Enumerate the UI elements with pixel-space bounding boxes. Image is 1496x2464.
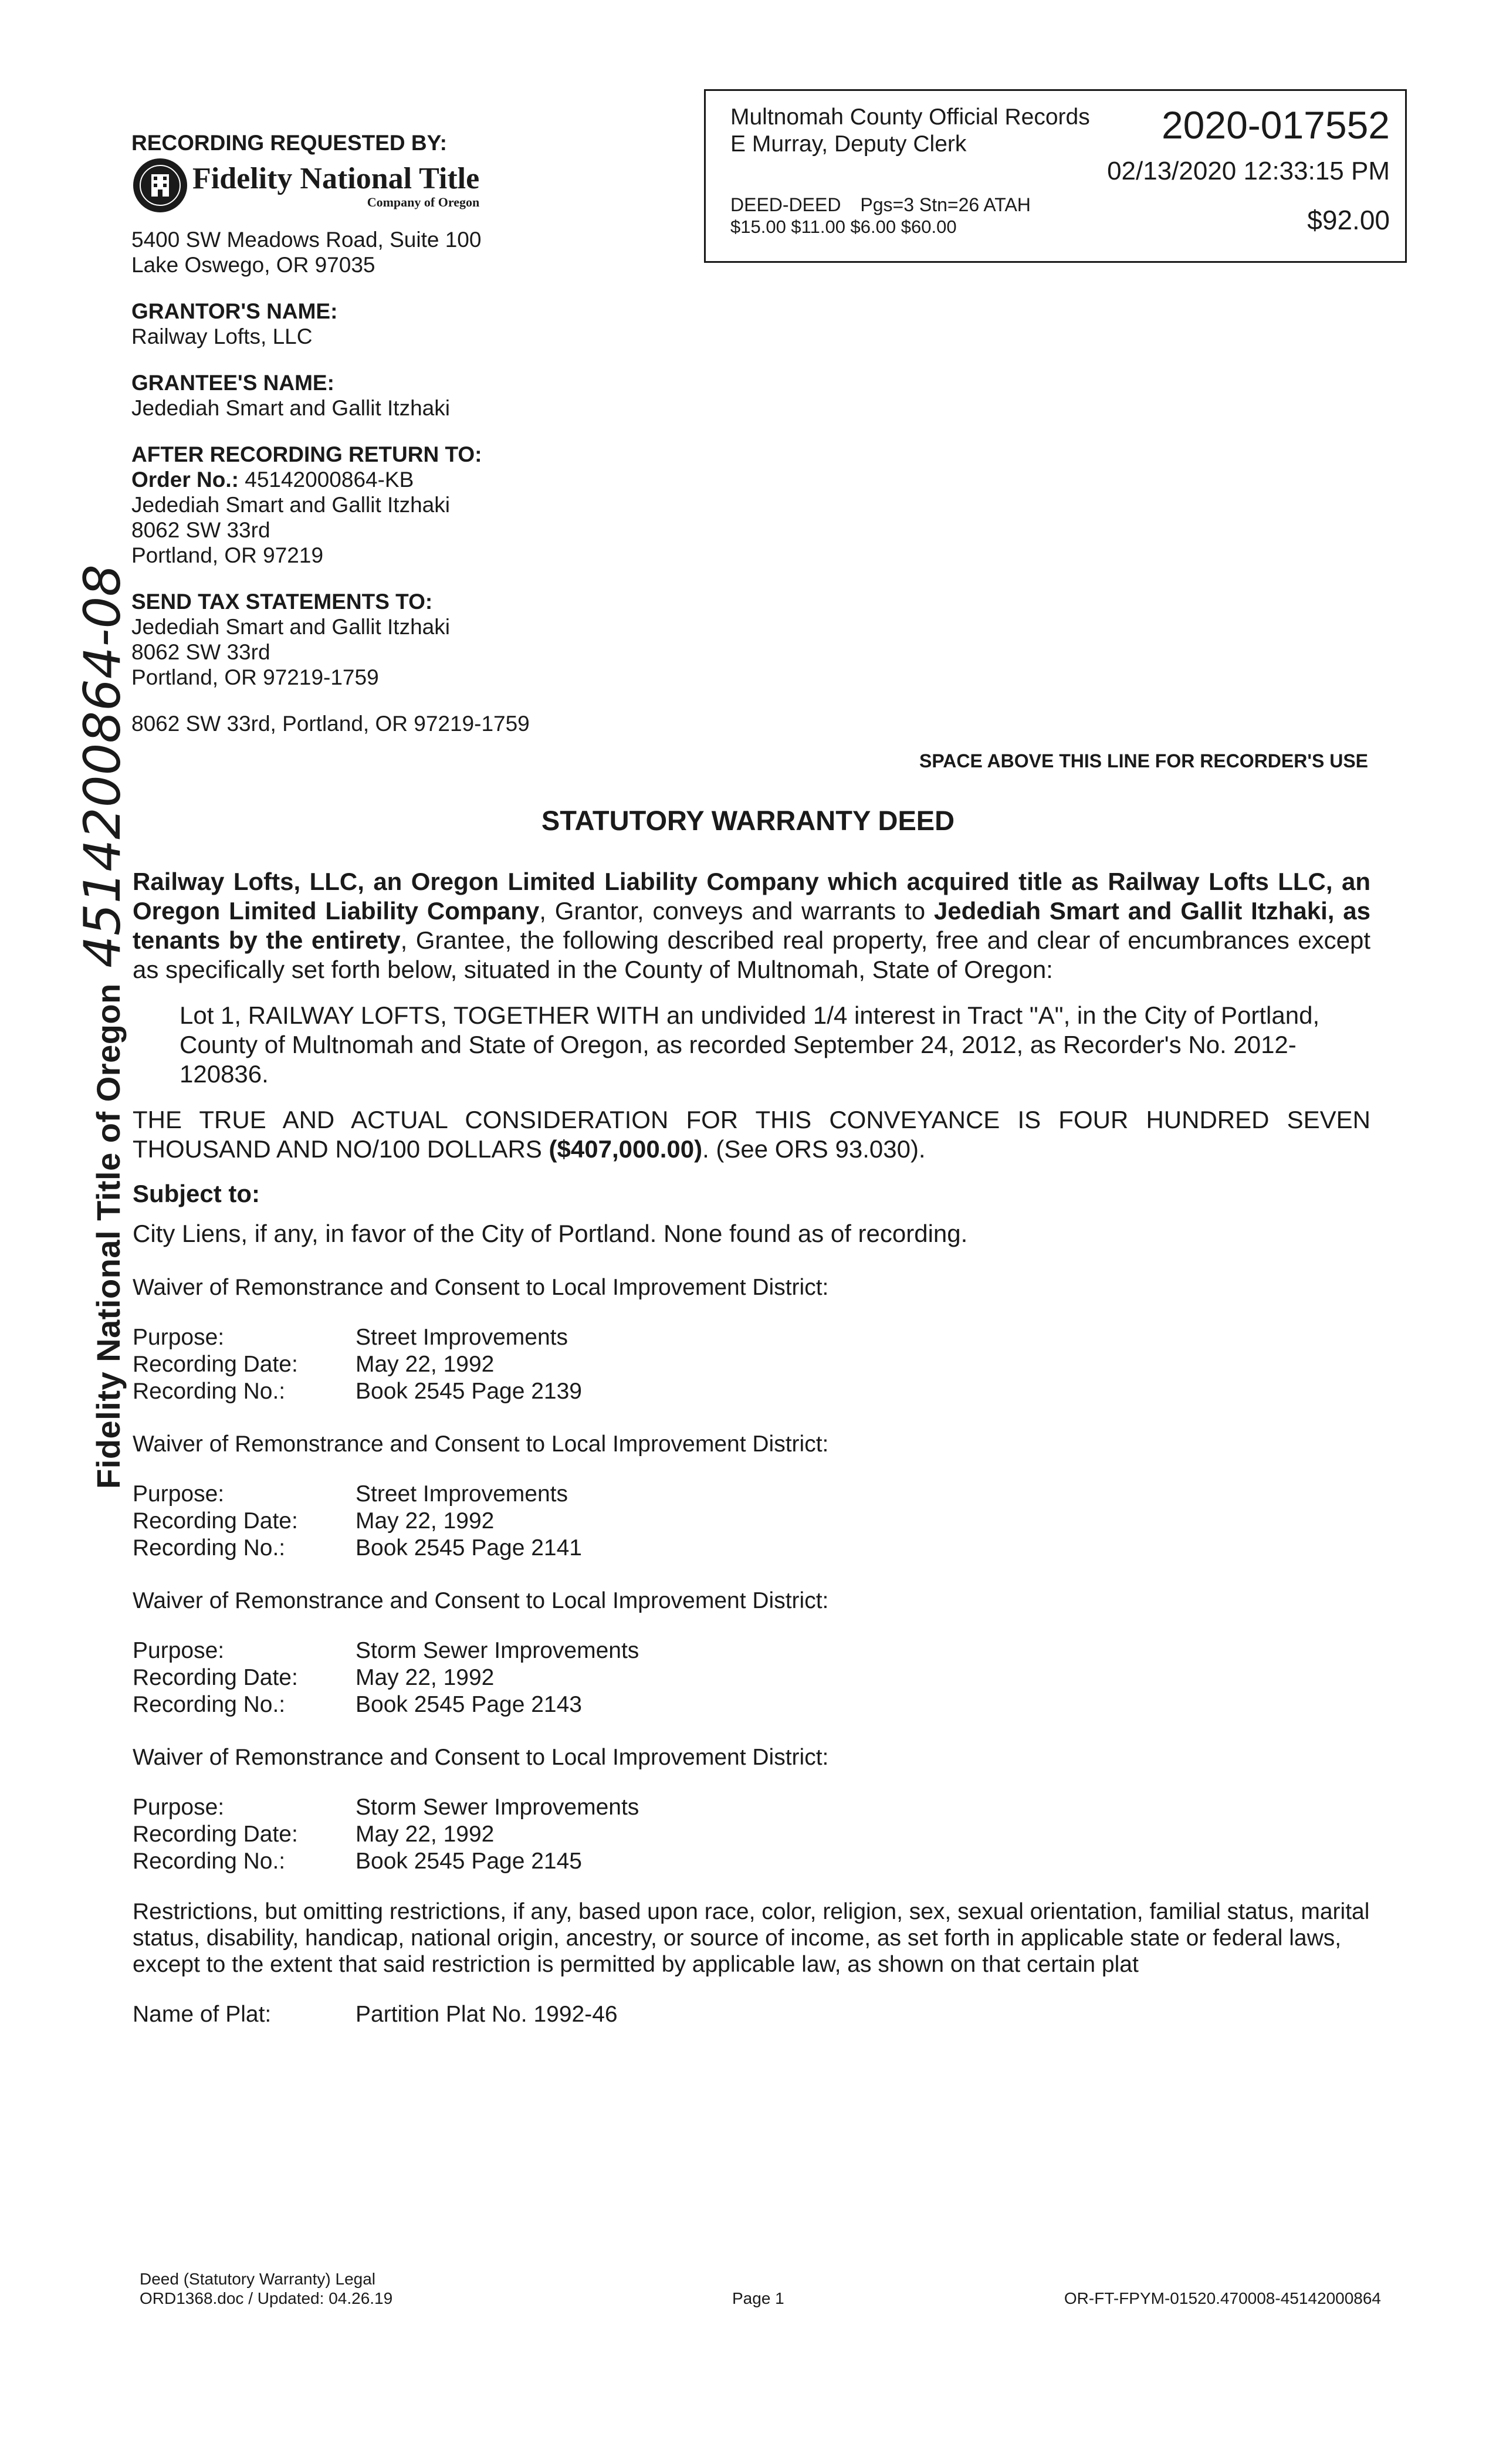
number-label: Recording No.: (133, 1849, 286, 1874)
grantee-label: GRANTEE'S NAME: (131, 371, 334, 395)
consideration-paragraph (133, 1105, 1370, 1164)
waiver-heading: Waiver of Remonstrance and Consent to Local Improvement District: (133, 1275, 829, 1300)
recorder-office: Multnomah County Official Records (730, 104, 1090, 130)
waiver-date: May 22, 1992 (356, 1508, 495, 1534)
waiver-heading: Waiver of Remonstrance and Consent to Local Improvement District: (133, 1745, 829, 1770)
plat-label: Name of Plat: (133, 2002, 272, 2027)
waiver-details (133, 1637, 1370, 1718)
company-sub: Company of Oregon (367, 195, 480, 209)
date-label: Recording Date: (133, 1665, 298, 1690)
consideration-text-1: THE TRUE AND ACTUAL CONSIDERATION FOR THIS CONVEYANCE IS FOUR HUNDRED SEVEN THOUSAND AND NO/100 DOLLARS (133, 1106, 1370, 1163)
recorder-box (704, 89, 1407, 263)
grantor-label: GRANTOR'S NAME: (131, 299, 338, 323)
side-stamp-text: Fidelity National Title of Oregon (90, 983, 127, 1489)
waiver-date: May 22, 1992 (356, 1665, 495, 1690)
plat-value: Partition Plat No. 1992-46 (356, 2002, 618, 2027)
waiver-heading: Waiver of Remonstrance and Consent to Local Improvement District: (133, 1431, 829, 1457)
plat-row (133, 2001, 1370, 2028)
number-label: Recording No.: (133, 1692, 286, 1717)
waiver-purpose: Storm Sewer Improvements (356, 1638, 639, 1663)
waiver-number: Book 2545 Page 2141 (356, 1535, 583, 1561)
company-logo (131, 157, 659, 214)
waiver-details (133, 1481, 1370, 1562)
property-address: 8062 SW 33rd, Portland, OR 97219-1759 (131, 712, 530, 736)
footer-doc-code: OR-FT-FPYM-01520.470008-45142000864 (1064, 2289, 1381, 2307)
purpose-label: Purpose: (133, 1638, 225, 1663)
conveyance-paragraph (133, 867, 1370, 984)
return-address-2: Portland, OR 97219 (131, 543, 324, 567)
tax-address-1: 8062 SW 33rd (131, 640, 270, 664)
waiver-section (133, 1588, 1370, 1718)
side-stamp (73, 564, 132, 1489)
waiver-date: May 22, 1992 (356, 1822, 495, 1847)
handwritten-order-number: 45142008​64-08 (73, 564, 132, 968)
recording-requested-label: RECORDING REQUESTED BY: (131, 131, 447, 155)
tax-name: Jedediah Smart and Gallit Itzhaki (131, 615, 450, 639)
purpose-label: Purpose: (133, 1795, 225, 1820)
restrictions-paragraph: Restrictions, but omitting restrictions, if any, based upon race, color, religion, sex, sexual orientation, familial status, marital status, disability, handicap, national origin, ancestry, or source of income, as set forth in applicable state or federal laws, except to the extent that said restriction is permitted by applicable law, as shown on that certain plat (133, 1899, 1370, 1977)
tax-statements-label: SEND TAX STATEMENTS TO: (131, 590, 433, 614)
waiver-number: Book 2545 Page 2143 (356, 1692, 583, 1717)
waiver-number: Book 2545 Page 2139 (356, 1379, 583, 1404)
date-label: Recording Date: (133, 1822, 298, 1847)
recorder-doc-number: 2020-017552 (1161, 103, 1390, 147)
grantee-name: Jedediah Smart and Gallit Itzhaki (131, 396, 450, 420)
header-block (131, 130, 659, 736)
footer-page-number: Page 1 (732, 2289, 784, 2307)
number-label: Recording No.: (133, 1535, 286, 1561)
waiver-details (133, 1794, 1370, 1875)
city-liens: City Liens, if any, in favor of the City of Portland. None found as of recording. (133, 1220, 968, 1247)
waiver-purpose: Street Improvements (356, 1481, 568, 1507)
consideration-amount: ($407,000.00) (549, 1135, 703, 1163)
company-address-1: 5400 SW Meadows Road, Suite 100 (131, 228, 482, 252)
recorder-total: $92.00 (1307, 205, 1390, 235)
waiver-section (133, 1274, 1370, 1405)
footer-form-name: Deed (Statutory Warranty) Legal (140, 2270, 376, 2288)
recorder-doc-type-code: DEED-DEED (730, 194, 841, 215)
recorder-use-note: SPACE ABOVE THIS LINE FOR RECORDER'S USE (919, 750, 1368, 771)
subject-to-label: Subject to: (133, 1180, 260, 1207)
legal-description: Lot 1, RAILWAY LOFTS, TOGETHER WITH an undivided 1/4 interest in Tract "A", in the City of Portland, County of Multnomah and State of Oregon, as recorded September 24, 2012, as Recorder's No. 2012-120836. (180, 1001, 1320, 1088)
waiver-number: Book 2545 Page 2145 (356, 1849, 583, 1874)
waiver-section (133, 1744, 1370, 1875)
footer-form-file: ORD1368.doc / Updated: 04.26.19 (140, 2289, 393, 2307)
order-label: Order No.: (131, 468, 239, 492)
date-label: Recording Date: (133, 1352, 298, 1377)
grantor-entity: Railway Lofts, LLC, an Oregon Limited Liability Company which acquired title as Railway Lofts LLC, an Oregon Limited Liability Company (133, 868, 1370, 925)
purpose-label: Purpose: (133, 1481, 225, 1507)
grantor-name: Railway Lofts, LLC (131, 324, 313, 348)
tax-address-2: Portland, OR 97219-1759 (131, 665, 379, 689)
recorder-fees: $15.00 $11.00 $6.00 $60.00 (730, 216, 957, 237)
purpose-label: Purpose: (133, 1325, 225, 1350)
waiver-purpose: Street Improvements (356, 1325, 568, 1350)
recorder-doc-type (730, 194, 1031, 216)
recorder-clerk: E Murray, Deputy Clerk (730, 131, 967, 157)
fnt-seal-icon (131, 157, 189, 214)
deed-body (133, 867, 1370, 2028)
deed-title: STATUTORY WARRANTY DEED (541, 805, 955, 836)
footer-form (140, 2269, 392, 2308)
waiver-heading: Waiver of Remonstrance and Consent to Local Improvement District: (133, 1588, 829, 1613)
order-value: 45142000864-KB (245, 468, 414, 492)
waiver-date: May 22, 1992 (356, 1352, 495, 1377)
recorder-datetime: 02/13/2020 12:33:15 PM (1107, 157, 1390, 185)
waiver-section (133, 1431, 1370, 1562)
return-name: Jedediah Smart and Gallit Itzhaki (131, 493, 450, 517)
conveyance-text-2: , Grantee, the following described real property, free and clear of encumbrances except as specifically set forth below, situated in the County of Multnomah, State of Oregon: (133, 926, 1370, 983)
number-label: Recording No.: (133, 1379, 286, 1404)
date-label: Recording Date: (133, 1508, 298, 1534)
grantee-entity: Jedediah Smart and Gallit Itzhaki, as tenants by the entirety (133, 897, 1371, 954)
recorder-page-info: Pgs=3 Stn=26 ATAH (860, 194, 1031, 215)
conveyance-text-1: , Grantor, conveys and warrants to (539, 897, 934, 925)
return-address-1: 8062 SW 33rd (131, 518, 270, 542)
waiver-details (133, 1324, 1370, 1405)
waiver-purpose: Storm Sewer Improvements (356, 1795, 639, 1820)
return-to-label: AFTER RECORDING RETURN TO: (131, 442, 482, 466)
company-address-2: Lake Oswego, OR 97035 (131, 253, 375, 277)
order-number (131, 467, 659, 492)
company-name: Fidelity National Title (192, 162, 480, 195)
consideration-text-2: . (See ORS 93.030). (702, 1135, 926, 1163)
